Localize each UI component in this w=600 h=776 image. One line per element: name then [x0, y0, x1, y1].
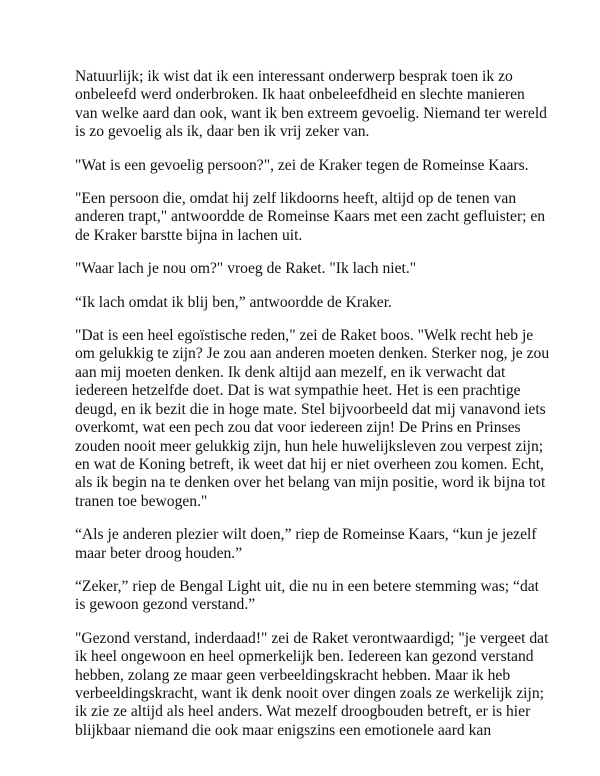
text-line: als ik begin na te denken over het belang van mijn positie, word ik bijna tot [75, 474, 546, 492]
text-line: maar beter droog houden.” [75, 544, 243, 562]
text-line: aan mij moeten denken. Ik denk altijd aan mezelf, en ik verwacht dat [75, 363, 506, 381]
text-line: ik heel ongewoon en heel opmerkelijk ben. Iedereen kan gezond verstand [75, 648, 534, 666]
text-line: om gelukkig te zijn? Je zou aan anderen moeten denken. Sterker nog, je zou [75, 345, 550, 363]
text-line: "Wat is een gevoelig persoon?", zei de Kraker tegen de Romeinse Kaars. [75, 156, 529, 174]
text-line: tranen toe bewogen." [75, 492, 208, 510]
text-line: zouden nooit meer gelukkig zijn, hun hele huwelijksleven zou verpest zijn; [75, 437, 544, 455]
text-line: "Gezond verstand, inderdaad!" zei de Raket verontwaardigd; "je vergeet dat [75, 629, 549, 647]
text-line: iedereen hetzelfde doet. Dat is wat sympathie heet. Het is een prachtige [75, 382, 521, 400]
text-line: overkomt, wat een pech zou dat voor iedereen zijn! De Prins en Prinses [75, 419, 521, 437]
text-line: de Kraker barstte bijna in lachen uit. [75, 226, 303, 244]
paragraph-9 [75, 629, 549, 740]
text-line: hebben, zolang ze maar geen verbeeldingskracht hebben. Maar ik heb [75, 666, 511, 684]
paragraph-1 [75, 68, 547, 142]
paragraph-7 [75, 526, 535, 563]
paragraph-2 [75, 157, 535, 175]
text-line: “Zeker,” riep de Bengal Light uit, die nu in een betere stemming was; “dat [75, 577, 539, 595]
text-line: ik zie ze altijd als heel anders. Wat mezelf droogbouden betreft, er is hier [75, 703, 531, 721]
text-line: verbeeldingskracht, want ik denk nooit over dingen zoals ze werkelijk zijn; [75, 684, 544, 702]
text-line: anderen trapt," antwoordde de Romeinse Kaars met een zacht gefluister; en [75, 208, 546, 226]
paragraph-6 [75, 327, 550, 511]
text-line: “Als je anderen plezier wilt doen,” riep de Romeinse Kaars, “kun je jezelf [75, 526, 537, 544]
text-line: van welke aard dan ook, want ik ben extreem gevoelig. Niemand ter wereld [75, 104, 547, 122]
document-page [75, 68, 550, 755]
text-line: is gewoon gezond verstand.” [75, 596, 256, 614]
paragraph-5 [75, 294, 535, 312]
paragraph-4 [75, 260, 535, 278]
text-line: deugd, en ik bezit die in hoge mate. Stel bijvoorbeeld dat mij vanavond iets [75, 400, 546, 418]
text-line: "Dat is een heel egoïstische reden," zei de Raket boos. "Welk recht heb je [75, 327, 534, 345]
text-line: en wat de Koning betreft, ik weet dat hij er niet overheen zou komen. Echt, [75, 455, 544, 473]
text-line: “Ik lach omdat ik blij ben,” antwoordde de Kraker. [75, 293, 392, 311]
text-line: "Een persoon die, omdat hij zelf likdoorns heeft, altijd op de tenen van [75, 190, 517, 208]
text-line: Natuurlijk; ik wist dat ik een interessant onderwerp besprak toen ik zo [75, 68, 513, 85]
text-line: is zo gevoelig als ik, daar ben ik vrij zeker van. [75, 123, 370, 141]
paragraph-8 [75, 577, 539, 615]
text-line: "Waar lach je nou om?" vroeg de Raket. "Ik lach niet." [75, 260, 417, 278]
text-line: blijkbaar niemand die ook maar enigszins een emotionele aard kan [75, 721, 492, 739]
text-line: onbeleefd werd onderbroken. Ik haat onbeleefdheid en slechte manieren [75, 86, 525, 104]
paragraph-3 [75, 190, 546, 245]
